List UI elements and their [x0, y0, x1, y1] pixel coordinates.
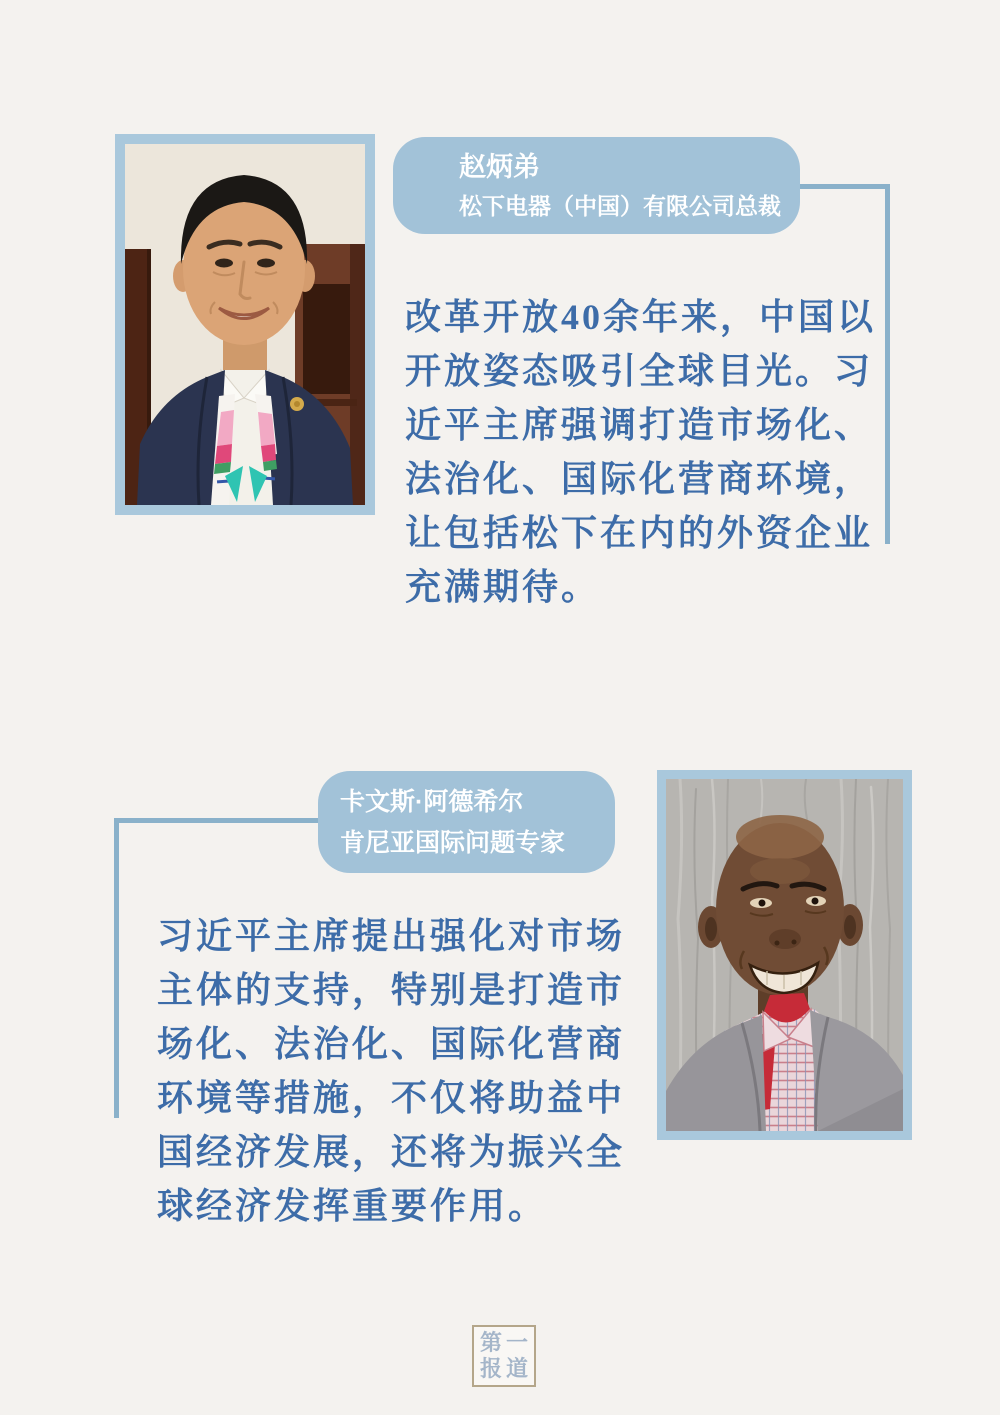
bottom-portrait-photo	[657, 770, 912, 1140]
bottom-speaker-name: 卡文斯·阿德希尔	[340, 788, 524, 816]
quote-line: 球经济发挥重要作用。	[157, 1186, 548, 1226]
top-speaker-name: 赵炳弟	[459, 152, 540, 182]
quote-line: 让包括松下在内的外资企业	[405, 513, 874, 553]
quote-line: 改革开放40余年来，中国以	[405, 297, 877, 337]
top-quote-text	[405, 290, 876, 614]
bottom-corner-line-horizontal	[114, 818, 318, 823]
bottom-speaker-badge	[318, 771, 615, 873]
quote-line: 习近平主席提出强化对市场	[157, 916, 626, 956]
quote-line: 近平主席强调打造市场化、	[405, 405, 874, 445]
seal-char: 一	[506, 1330, 529, 1356]
quote-line: 开放姿态吸引全球目光。习	[405, 351, 874, 391]
bottom-quote-text	[157, 909, 625, 1233]
top-corner-line-horizontal	[798, 184, 890, 189]
bottom-portrait-illustration	[666, 779, 903, 1131]
top-corner-line-vertical	[885, 184, 890, 544]
seal-char: 道	[506, 1355, 529, 1381]
quote-line: 场化、法治化、国际化营商	[157, 1024, 626, 1064]
quote-line: 主体的支持，特别是打造市	[157, 970, 626, 1010]
first-report-seal	[472, 1325, 536, 1387]
quote-line: 充满期待。	[405, 567, 601, 607]
quote-line: 法治化、国际化营商环境，	[405, 459, 874, 499]
top-portrait-illustration	[125, 144, 365, 505]
top-speaker-title: 松下电器（中国）有限公司总裁	[459, 193, 781, 219]
quote-line: 国经济发展，还将为振兴全	[157, 1132, 626, 1172]
bottom-corner-line-vertical	[114, 818, 119, 1118]
seal-char: 报	[480, 1355, 503, 1381]
quote-line: 环境等措施，不仅将助益中	[157, 1078, 626, 1118]
top-speaker-badge	[393, 137, 800, 234]
top-portrait-photo	[115, 134, 375, 515]
bottom-speaker-title: 肯尼亚国际问题专家	[340, 829, 566, 857]
seal-char: 第	[480, 1330, 503, 1356]
